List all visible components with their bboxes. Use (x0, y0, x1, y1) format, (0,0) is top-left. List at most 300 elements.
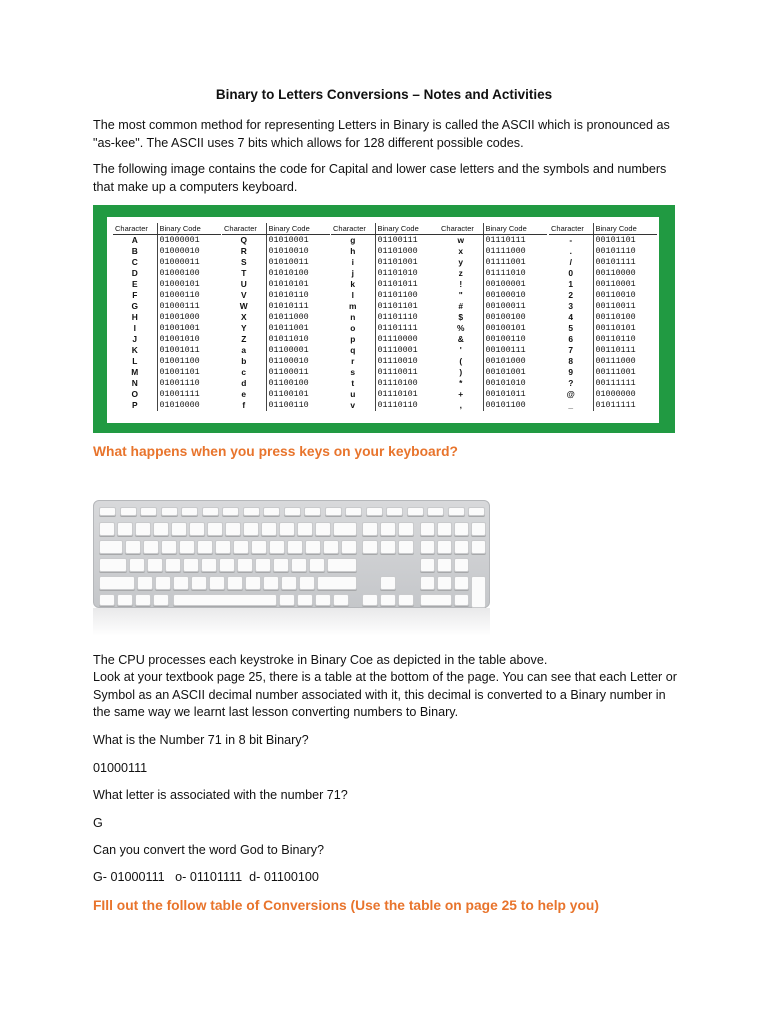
ascii-binary-code: 01010111 (266, 301, 330, 312)
ascii-row (549, 334, 657, 345)
ascii-row (222, 279, 330, 290)
ascii-column-group (549, 223, 657, 411)
ascii-character: A (131, 234, 138, 245)
keyboard-key (245, 576, 261, 590)
ascii-character: - (569, 234, 573, 245)
keyboard-key (279, 594, 295, 606)
keyboard-key (137, 576, 153, 590)
keyboard-key (117, 594, 133, 606)
ascii-character: B (131, 245, 138, 256)
ascii-column-group (439, 223, 547, 411)
ascii-row (549, 400, 657, 411)
ascii-row (331, 389, 439, 400)
ascii-row (549, 246, 657, 257)
answer-1: 01000111 (93, 761, 148, 775)
ascii-row (222, 389, 330, 400)
ascii-row (439, 334, 547, 345)
keyboard-key (291, 558, 307, 572)
keyboard-key (99, 522, 115, 536)
ascii-character: j (351, 267, 354, 278)
keyboard-key (201, 558, 217, 572)
ascii-binary-code: 01010010 (266, 246, 330, 257)
ascii-character: 3 (568, 300, 574, 311)
ascii-row (439, 290, 547, 301)
keyboard-key (183, 558, 199, 572)
ascii-row (222, 334, 330, 345)
keyboard-key (341, 540, 357, 554)
ascii-character: + (458, 388, 464, 399)
keyboard-key (237, 558, 253, 572)
keyboard-key (323, 540, 339, 554)
keyboard-key (99, 540, 123, 554)
keyboard-key (120, 507, 137, 516)
ascii-character: l (351, 289, 354, 300)
ascii-binary-code: 00110111 (593, 345, 657, 356)
ascii-character: y (458, 256, 464, 267)
ascii-row (549, 301, 657, 312)
ascii-character: ( (459, 355, 463, 366)
ascii-character: I (133, 322, 136, 333)
ascii-character: P (131, 399, 138, 410)
ascii-binary-code: 01000011 (157, 257, 221, 268)
ascii-character: s (350, 366, 356, 377)
ascii-binary-code: 01101001 (375, 257, 439, 268)
ascii-row (439, 356, 547, 367)
ascii-binary-code: 01010110 (266, 290, 330, 301)
ascii-binary-code: 01101100 (375, 290, 439, 301)
ascii-character: Q (240, 234, 247, 245)
ascii-character: g (350, 234, 356, 245)
ascii-binary-code: 01100111 (375, 234, 439, 246)
keyboard-key (317, 576, 357, 590)
ascii-character: f (242, 399, 246, 410)
ascii-binary-code: 01011010 (266, 334, 330, 345)
ascii-character: S (240, 256, 247, 267)
ascii-binary-code: 01000010 (157, 246, 221, 257)
fill-table-heading: FIll out the follow table of Conversions (Use the table on page 25 to help you) (93, 898, 599, 913)
ascii-binary-code: 01000000 (593, 389, 657, 400)
keyboard-key (171, 522, 187, 536)
keyboard-key (215, 540, 231, 554)
keyboard-key (243, 507, 260, 516)
keyboard-reflection (93, 608, 490, 636)
ascii-row (222, 323, 330, 334)
keyboard-key (153, 522, 169, 536)
ascii-binary-code: 01010001 (266, 234, 330, 246)
ascii-table-image (93, 205, 675, 433)
ascii-row (222, 301, 330, 312)
ascii-character: Y (240, 322, 247, 333)
ascii-binary-code: 01000100 (157, 268, 221, 279)
keyboard-key (299, 576, 315, 590)
keyboard-key (454, 558, 469, 572)
keyboard-key (454, 594, 469, 606)
ascii-character: ! (459, 278, 463, 289)
ascii-binary-code: 00111000 (593, 356, 657, 367)
keyboard-key (281, 576, 297, 590)
header-binary-code: Binary Code (483, 223, 547, 234)
ascii-binary-code: 00110001 (593, 279, 657, 290)
keyboard-key (333, 522, 357, 536)
ascii-binary-code: 01000001 (157, 234, 221, 246)
keyboard-key (273, 558, 289, 572)
ascii-binary-code: 01101111 (375, 323, 439, 334)
keyboard-key (309, 558, 325, 572)
ascii-row (439, 389, 547, 400)
keyboard-key (99, 507, 116, 516)
ascii-binary-code: 01100001 (266, 345, 330, 356)
ascii-character: D (131, 267, 138, 278)
ascii-binary-code: 01110011 (375, 367, 439, 378)
ascii-row (113, 246, 221, 257)
ascii-binary-code: 00101001 (483, 367, 547, 378)
ascii-row (439, 345, 547, 356)
ascii-character: k (350, 278, 356, 289)
answer-3: G- 01000111 o- 01101111 d- 01100100 (93, 870, 319, 884)
ascii-row (331, 257, 439, 268)
keyboard-key (362, 540, 378, 554)
ascii-character: q (350, 344, 356, 355)
keyboard-key (297, 594, 313, 606)
keyboard-image (93, 500, 490, 608)
cpu-paragraph-line1: The CPU processes each keystroke in Binary Coe as depicted in the table above. (93, 653, 548, 667)
ascii-character: F (132, 289, 138, 300)
keyboard-key (263, 507, 280, 516)
ascii-row (549, 323, 657, 334)
ascii-character: o (350, 322, 356, 333)
keyboard-key (263, 576, 279, 590)
ascii-row (439, 257, 547, 268)
keyboard-key (202, 507, 219, 516)
keyboard-key (454, 540, 469, 554)
keyboard-key (448, 507, 465, 516)
ascii-binary-code: 01100110 (266, 400, 330, 411)
ascii-binary-code: 00100100 (483, 312, 547, 323)
ascii-character: r (351, 355, 355, 366)
ascii-row (113, 400, 221, 411)
ascii-character: * (459, 377, 463, 388)
ascii-row (222, 257, 330, 268)
keyboard-key (471, 522, 486, 536)
ascii-character: L (132, 355, 138, 366)
keyboard-key (380, 540, 396, 554)
ascii-binary-code: 01001010 (157, 334, 221, 345)
header-character: Character (331, 223, 375, 234)
ascii-binary-code: 00101111 (593, 257, 657, 268)
keyboard-key (437, 522, 452, 536)
ascii-column-group (331, 223, 439, 411)
keyboard-key (99, 594, 115, 606)
header-binary-code: Binary Code (375, 223, 439, 234)
ascii-binary-code: 01011001 (266, 323, 330, 334)
keyboard-key (437, 540, 452, 554)
keyboard-key (380, 522, 396, 536)
ascii-character: 1 (568, 278, 574, 289)
ascii-character: w (457, 234, 464, 245)
ascii-row (549, 367, 657, 378)
keyboard-key (155, 576, 171, 590)
ascii-row (222, 246, 330, 257)
ascii-binary-code: 00110110 (593, 334, 657, 345)
ascii-character: % (457, 322, 465, 333)
header-character: Character (439, 223, 483, 234)
keyboard-key (233, 540, 249, 554)
keyboard-key (222, 507, 239, 516)
ascii-character: e (241, 388, 247, 399)
ascii-binary-code: 00100010 (483, 290, 547, 301)
ascii-row (113, 257, 221, 268)
keyboard-key (420, 576, 435, 590)
intro-paragraph: The most common method for representing Letters in Binary is called the ASCII which is pronounced as "as-kee". The ASCII uses 7 bits which allows for 128 different possible codes. (93, 118, 670, 150)
image-caption-paragraph: The following image contains the code for Capital and lower case letters and the symbols and numbers that make up a computers keyboard. (93, 162, 667, 194)
ascii-row (331, 312, 439, 323)
keyboard-key (454, 576, 469, 590)
ascii-binary-code: 00101110 (593, 246, 657, 257)
ascii-binary-code: 01000110 (157, 290, 221, 301)
ascii-character: h (350, 245, 356, 256)
ascii-binary-code: 00100101 (483, 323, 547, 334)
keyboard-key (287, 540, 303, 554)
keyboard-key (420, 558, 435, 572)
ascii-row (222, 400, 330, 411)
ascii-row (113, 290, 221, 301)
ascii-character: d (241, 377, 247, 388)
header-binary-code: Binary Code (593, 223, 657, 234)
ascii-column-group (113, 223, 221, 411)
ascii-character: x (458, 245, 464, 256)
ascii-binary-code: 00101010 (483, 378, 547, 389)
ascii-binary-code: 01001001 (157, 323, 221, 334)
ascii-character: ) (459, 366, 463, 377)
ascii-character: 0 (568, 267, 574, 278)
keyboard-key (398, 594, 414, 606)
ascii-character: X (240, 311, 247, 322)
keyboard-key (420, 522, 435, 536)
ascii-row (549, 290, 657, 301)
keyboard-key (468, 507, 485, 516)
ascii-row (439, 323, 547, 334)
ascii-row (331, 400, 439, 411)
ascii-row (331, 279, 439, 290)
ascii-character: $ (458, 311, 464, 322)
ascii-row (331, 323, 439, 334)
ascii-binary-code: 01100011 (266, 367, 330, 378)
ascii-row (331, 334, 439, 345)
ascii-binary-code: 01110110 (375, 400, 439, 411)
ascii-character: & (457, 333, 464, 344)
ascii-row (113, 312, 221, 323)
ascii-character: 5 (568, 322, 574, 333)
ascii-character: @ (566, 388, 575, 399)
ascii-binary-code: 01101110 (375, 312, 439, 323)
ascii-binary-code: 01101010 (375, 268, 439, 279)
keyboard-key (398, 522, 414, 536)
keyboard-key (135, 594, 151, 606)
keyboard-key (345, 507, 362, 516)
ascii-binary-code: 01010011 (266, 257, 330, 268)
ascii-character: 2 (568, 289, 574, 300)
ascii-binary-code: 00101101 (593, 234, 657, 246)
ascii-binary-code: 01000101 (157, 279, 221, 290)
ascii-row (331, 268, 439, 279)
ascii-row (113, 389, 221, 400)
ascii-binary-code: 01001101 (157, 367, 221, 378)
keyboard-key (380, 594, 396, 606)
question-1: What is the Number 71 in 8 bit Binary? (93, 733, 309, 747)
ascii-binary-code: 01101000 (375, 246, 439, 257)
ascii-binary-code: 01001111 (157, 389, 221, 400)
ascii-binary-code: 00101011 (483, 389, 547, 400)
ascii-character: b (241, 355, 247, 366)
ascii-binary-code: 00111111 (593, 378, 657, 389)
keyboard-key (140, 507, 157, 516)
ascii-row (331, 290, 439, 301)
ascii-row (113, 301, 221, 312)
ascii-row (331, 345, 439, 356)
ascii-character: J (132, 333, 138, 344)
ascii-binary-code: 00110000 (593, 268, 657, 279)
ascii-binary-code: 01010100 (266, 268, 330, 279)
ascii-binary-code: 01110100 (375, 378, 439, 389)
ascii-binary-code: 01001110 (157, 378, 221, 389)
ascii-row (113, 234, 221, 246)
ascii-character: G (131, 300, 138, 311)
ascii-binary-code: 01000111 (157, 301, 221, 312)
ascii-binary-code: 01100010 (266, 356, 330, 367)
ascii-binary-code: 01101011 (375, 279, 439, 290)
ascii-binary-code: 01110111 (483, 234, 547, 246)
keyboard-key (255, 558, 271, 572)
header-character: Character (549, 223, 593, 234)
ascii-row (113, 367, 221, 378)
ascii-row (439, 301, 547, 312)
ascii-character: W (239, 300, 248, 311)
ascii-row (439, 367, 547, 378)
keyboard-key (117, 522, 133, 536)
ascii-character: a (241, 344, 247, 355)
ascii-binary-code: 01100101 (266, 389, 330, 400)
keyboard-key (125, 540, 141, 554)
ascii-character: M (131, 366, 139, 377)
ascii-character: 6 (568, 333, 574, 344)
ascii-binary-code: 01011000 (266, 312, 330, 323)
ascii-binary-code: 00100110 (483, 334, 547, 345)
keyboard-key (427, 507, 444, 516)
keyboard-key (227, 576, 243, 590)
ascii-binary-code: 01111010 (483, 268, 547, 279)
keyboard-key (251, 540, 267, 554)
header-character: Character (113, 223, 157, 234)
ascii-binary-code: 00110101 (593, 323, 657, 334)
question-3: Can you convert the word God to Binary? (93, 843, 325, 857)
ascii-character: U (240, 278, 247, 289)
ascii-row (331, 301, 439, 312)
ascii-binary-code: 00111001 (593, 367, 657, 378)
ascii-character: N (131, 377, 138, 388)
keyboard-key (99, 576, 135, 590)
keyboard-key (225, 522, 241, 536)
ascii-character: u (350, 388, 356, 399)
ascii-character: t (351, 377, 355, 388)
ascii-row (439, 312, 547, 323)
ascii-row (113, 334, 221, 345)
ascii-binary-code: 01111000 (483, 246, 547, 257)
ascii-row (549, 268, 657, 279)
keyboard-key (143, 540, 159, 554)
ascii-row (439, 378, 547, 389)
keyboard-key (269, 540, 285, 554)
ascii-binary-code: 01100100 (266, 378, 330, 389)
keyboard-key (161, 507, 178, 516)
ascii-character: , (459, 399, 462, 410)
ascii-character: c (241, 366, 247, 377)
ascii-row (222, 356, 330, 367)
ascii-binary-code: 00101100 (483, 400, 547, 411)
ascii-row (439, 279, 547, 290)
ascii-character: K (131, 344, 138, 355)
keyboard-key (99, 558, 127, 572)
keyboard-question-heading: What happens when you press keys on your keyboard? (93, 444, 458, 459)
keyboard-key (398, 540, 414, 554)
keyboard-key (386, 507, 403, 516)
ascii-row (549, 312, 657, 323)
ascii-binary-code: 01110101 (375, 389, 439, 400)
keyboard-key (181, 507, 198, 516)
ascii-row (549, 345, 657, 356)
ascii-character: v (350, 399, 356, 410)
keyboard-key (327, 558, 357, 572)
ascii-character: C (131, 256, 138, 267)
cpu-paragraph: Look at your textbook page 25, there is a table at the bottom of the page. You can see that each Letter or Symbol as an ASCII decimal number associated with it, this decimal is converted to a Binary number in the same way we learnt last lesson converting numbers to Binary. (93, 670, 677, 719)
ascii-binary-code: 00100001 (483, 279, 547, 290)
answer-2: G (93, 816, 103, 830)
ascii-binary-code: 00110100 (593, 312, 657, 323)
ascii-binary-code: 01110010 (375, 356, 439, 367)
ascii-binary-code: 01001100 (157, 356, 221, 367)
keyboard-key (129, 558, 145, 572)
keyboard-key (297, 522, 313, 536)
ascii-binary-code: 01001011 (157, 345, 221, 356)
ascii-binary-code: 01010000 (157, 400, 221, 411)
ascii-binary-code: 01010101 (266, 279, 330, 290)
keyboard-key (189, 522, 205, 536)
keyboard-key (209, 576, 225, 590)
ascii-row (113, 268, 221, 279)
ascii-row (549, 356, 657, 367)
ascii-binary-code: 01110000 (375, 334, 439, 345)
ascii-row (222, 367, 330, 378)
ascii-row (549, 234, 657, 246)
keyboard-key (362, 594, 378, 606)
ascii-binary-code: 01101101 (375, 301, 439, 312)
ascii-row (113, 279, 221, 290)
ascii-character: T (241, 267, 247, 278)
ascii-character: p (350, 333, 356, 344)
ascii-character: E (131, 278, 138, 289)
ascii-row (113, 323, 221, 334)
ascii-row (222, 345, 330, 356)
ascii-character: 4 (568, 311, 574, 322)
keyboard-key (305, 540, 321, 554)
ascii-character: R (240, 245, 247, 256)
ascii-row (331, 378, 439, 389)
keyboard-key (153, 594, 169, 606)
ascii-binary-code: 01111001 (483, 257, 547, 268)
ascii-row (113, 356, 221, 367)
keyboard-key (454, 522, 469, 536)
ascii-character: 9 (568, 366, 574, 377)
ascii-row (331, 234, 439, 246)
